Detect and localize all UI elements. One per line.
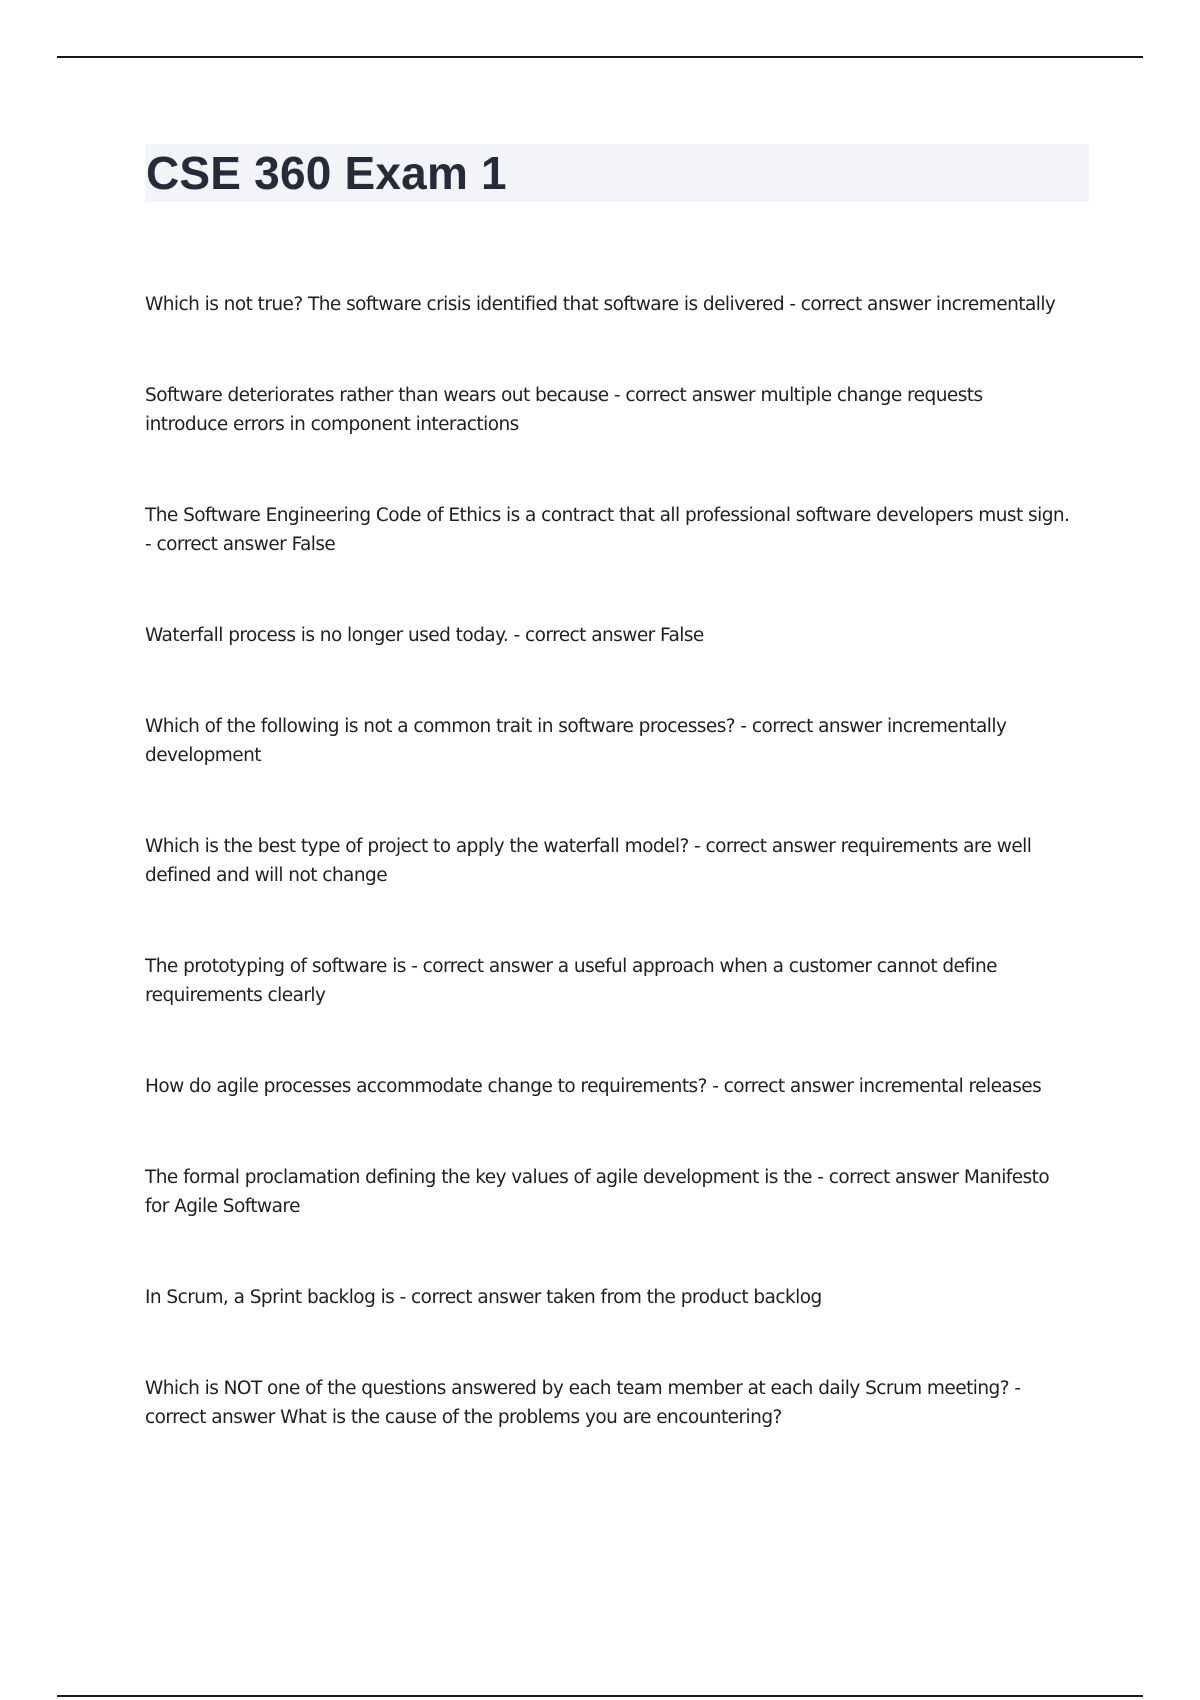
question-item: Which is the best type of project to apply the waterfall model? - correct answer requirements are well defined and will not change xyxy=(145,836,1032,886)
question-item: Which is not true? The software crisis identified that software is delivered - correct answer incrementally xyxy=(145,294,1056,315)
question-item: How do agile processes accommodate change to requirements? - correct answer incremental releases xyxy=(145,1076,1042,1097)
question-list xyxy=(145,290,1090,1432)
question-item: In Scrum, a Sprint backlog is - correct answer taken from the product backlog xyxy=(145,1287,822,1308)
question-item: The formal proclamation defining the key values of agile development is the - correct answer Manifesto for Agile Software xyxy=(145,1167,1050,1217)
question-item: Which of the following is not a common trait in software processes? - correct answer incrementally development xyxy=(145,716,1007,766)
question-item: Software deteriorates rather than wears out because - correct answer multiple change requests introduce errors in component interactions xyxy=(145,385,983,435)
question-item: The Software Engineering Code of Ethics is a contract that all professional software developers must sign. - correct answer False xyxy=(145,505,1070,555)
question-item: Which is NOT one of the questions answered by each team member at each daily Scrum meeting? - correct answer What is the cause of the problems you are encountering? xyxy=(145,1378,1021,1428)
top-divider xyxy=(57,56,1143,58)
page-title: CSE 360 Exam 1 xyxy=(146,147,507,199)
question-item: The prototyping of software is - correct answer a useful approach when a customer cannot define requirements clearly xyxy=(145,956,997,1006)
bottom-divider xyxy=(57,1695,1143,1697)
question-item: Waterfall process is no longer used today. - correct answer False xyxy=(145,625,704,646)
